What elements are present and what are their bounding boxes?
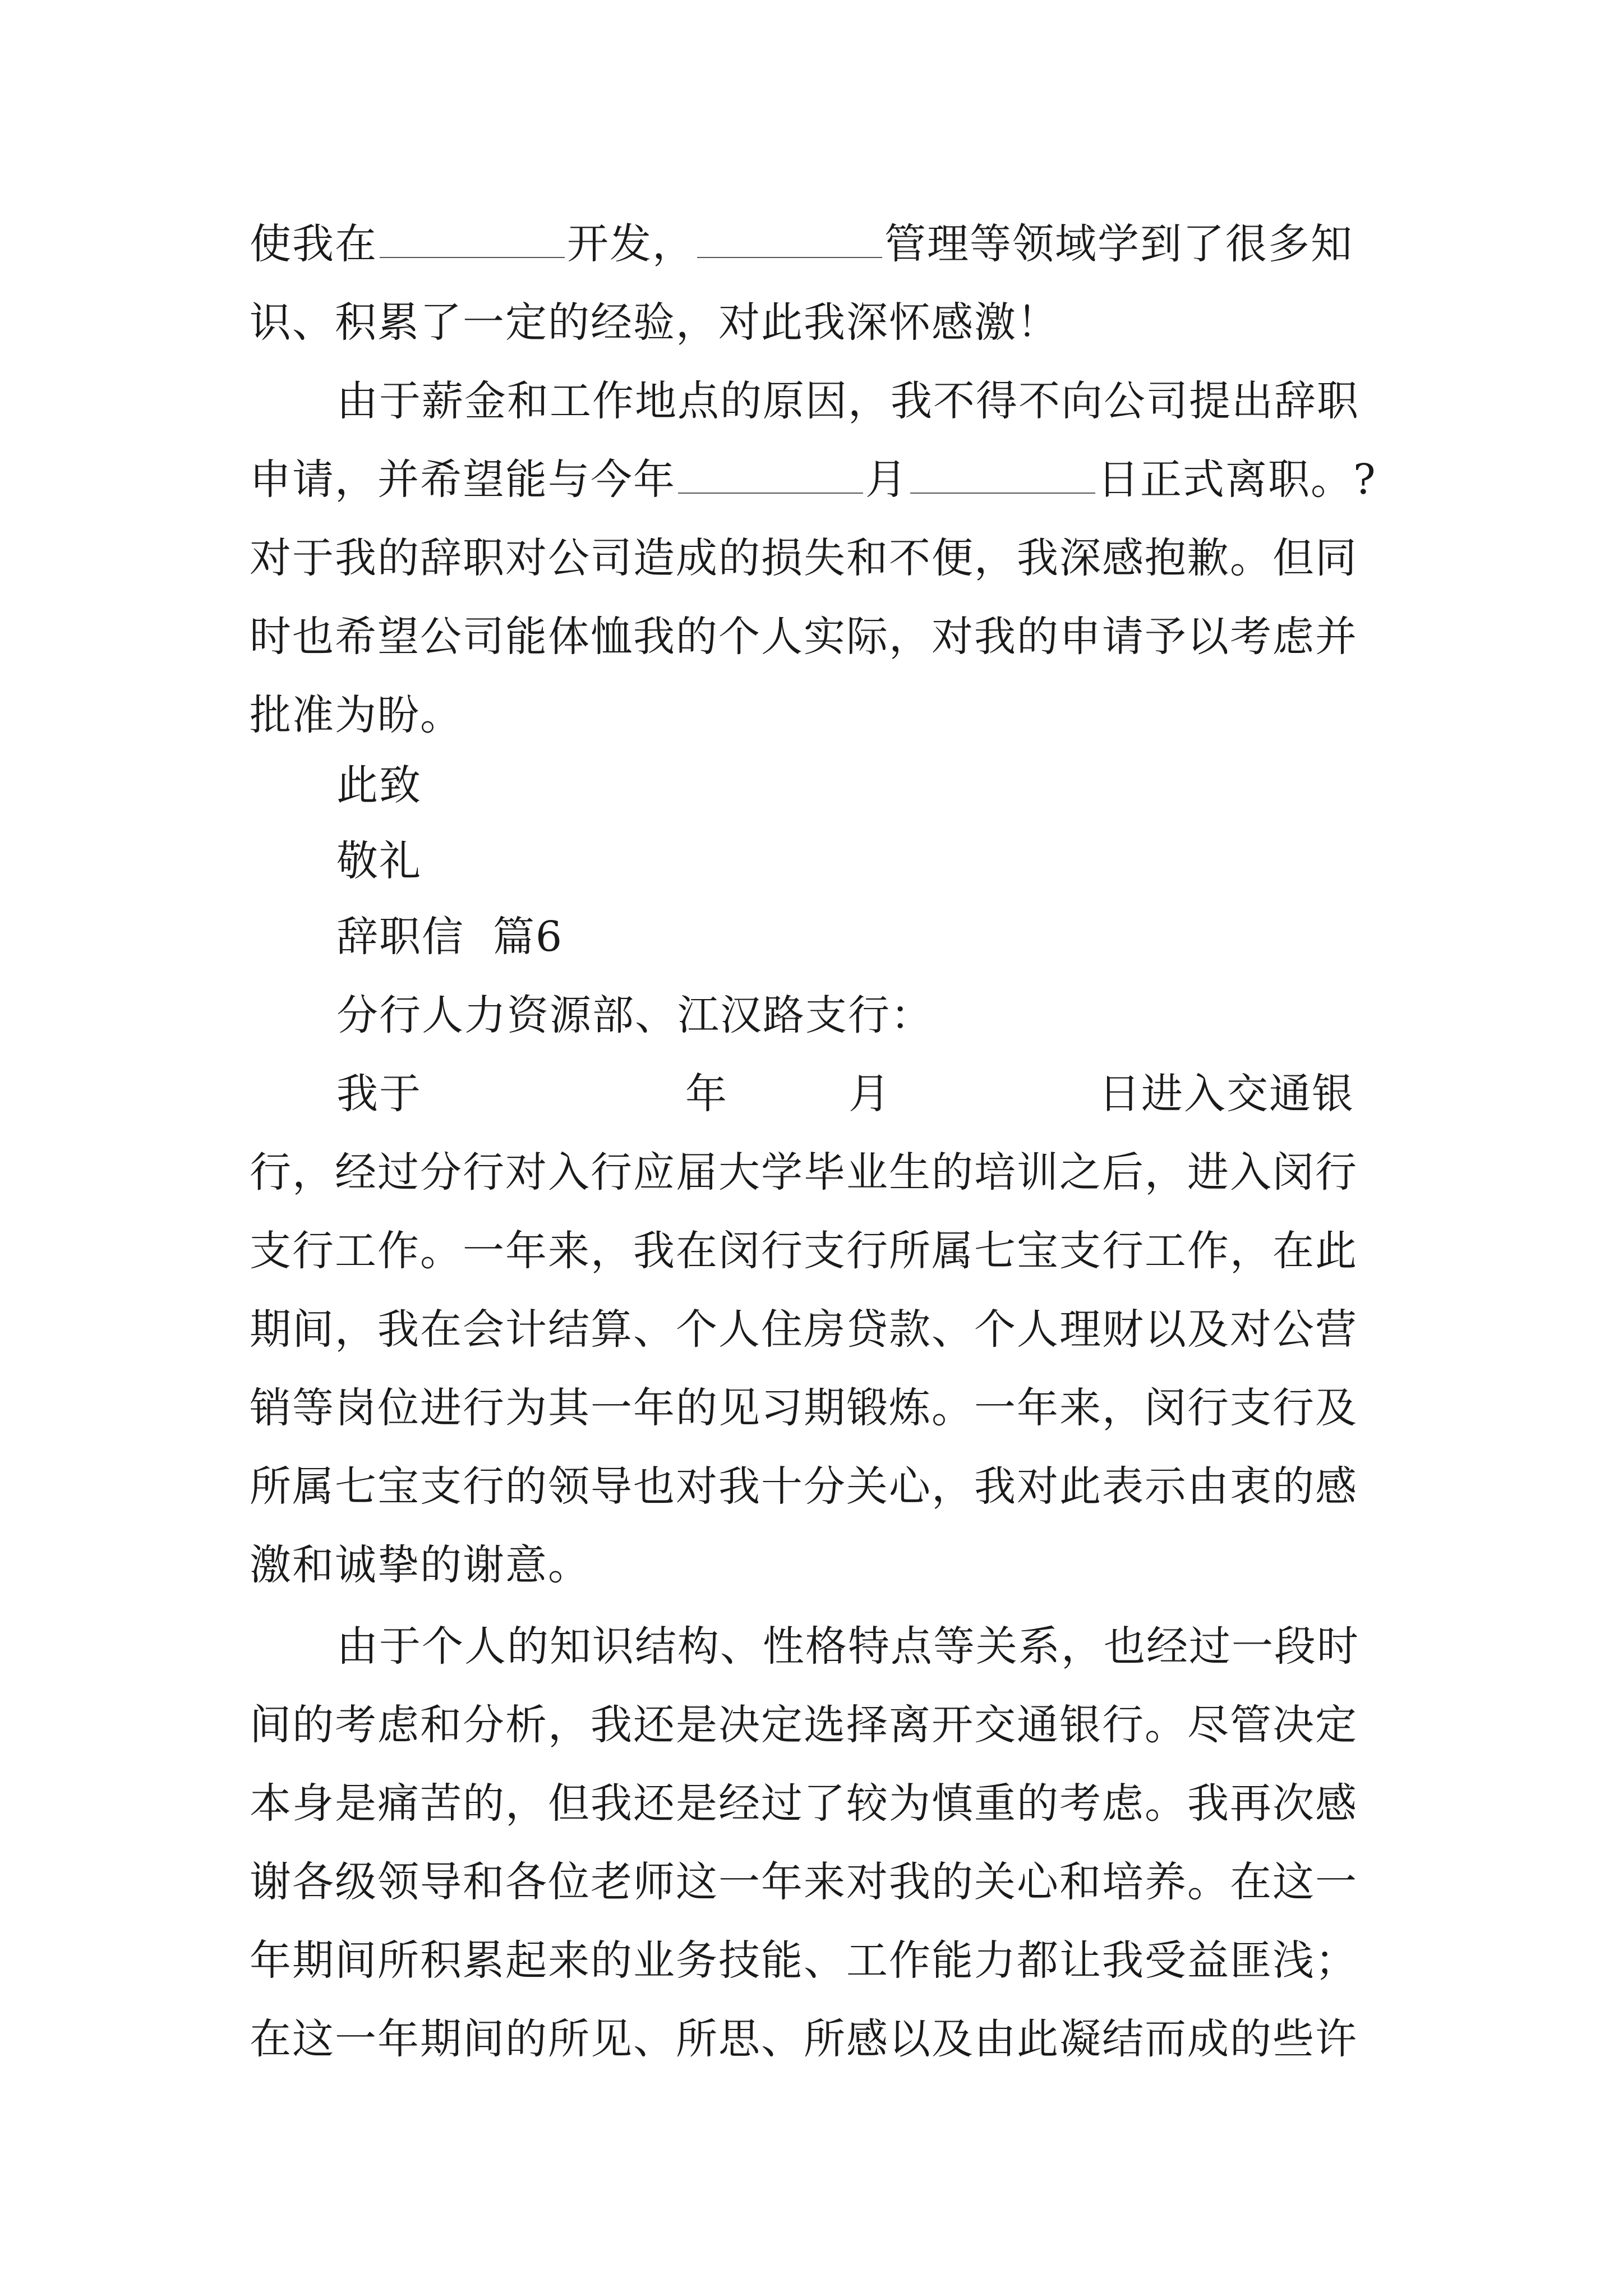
closing-line: 敬礼 [336,837,422,885]
text-line: 所属七宝支行的领导也对我十分关心，我对此表示由衷的感 [250,1462,1358,1511]
text-line: 年期间所积累起来的业务技能、工作能力都让我受益匪浅； [250,1936,1358,1985]
text-segment: 开发， [567,220,695,268]
text-segment: 我于 [336,1070,422,1118]
fill-in-blank [380,255,565,258]
text-segment: 使我在 [250,220,377,268]
text-line: 在这一年期间的所见、所思、所感以及由此凝结而成的些许 [250,2015,1358,2063]
text-segment: 日进入交通银 [1099,1070,1354,1118]
text-line: 激和诚挚的谢意。 [250,1541,591,1589]
text-segment: 月 [849,1070,891,1118]
section-heading: 辞职信 篇6 [336,913,564,961]
text-line [250,440,1388,519]
text-segment: 管理等领域学到了很多知 [884,220,1353,268]
text-line: 时也希望公司能体恤我的个人实际，对我的申请予以考虑并 [250,613,1358,661]
text-line: 谢各级领导和各位老师这一年来对我的关心和培养。在这一 [250,1858,1358,1906]
fill-in-blank [697,255,882,258]
text-line: 间的考虑和分析，我还是决定选择离开交通银行。尽管决定 [250,1701,1358,1749]
text-line: 支行工作。一年来，我在闵行支行所属七宝支行工作，在此 [250,1227,1358,1275]
text-segment: 申请，并希望能与今年 [250,455,676,504]
fill-in-blank [678,490,863,494]
text-line: 由于薪金和工作地点的原因，我不得不向公司提出辞职 [336,377,1359,425]
text-line: 销等岗位进行为其一年的见习期锻炼。一年来，闵行支行及 [250,1384,1358,1432]
addressee-line: 分行人力资源部、江汉路支行： [336,991,933,1039]
text-line [250,205,1388,283]
text-line: 期间，我在会计结算、个人住房贷款、个人理财以及对公营 [250,1305,1358,1354]
text-line: 识、积累了一定的经验，对此我深怀感激！ [250,298,1059,347]
closing-line: 此致 [336,761,422,809]
fill-in-blank [910,490,1095,494]
text-line: 批准为盼。 [250,691,463,739]
text-line: 行，经过分行对入行应届大学毕业生的培训之后，进入闵行 [250,1148,1358,1197]
text-line: 由于个人的知识结构、性格特点等关系，也经过一段时 [336,1622,1359,1671]
text-line: 本身是痛苦的，但我还是经过了较为慎重的考虑。我再次感 [250,1779,1358,1828]
text-segment: 年 [685,1070,728,1118]
text-segment: 日正式离职。? [1098,455,1377,504]
text-segment: 月 [865,455,908,504]
text-line: 对于我的辞职对公司造成的损失和不便，我深感抱歉。但同 [250,534,1358,582]
text-line [336,1055,1388,1133]
